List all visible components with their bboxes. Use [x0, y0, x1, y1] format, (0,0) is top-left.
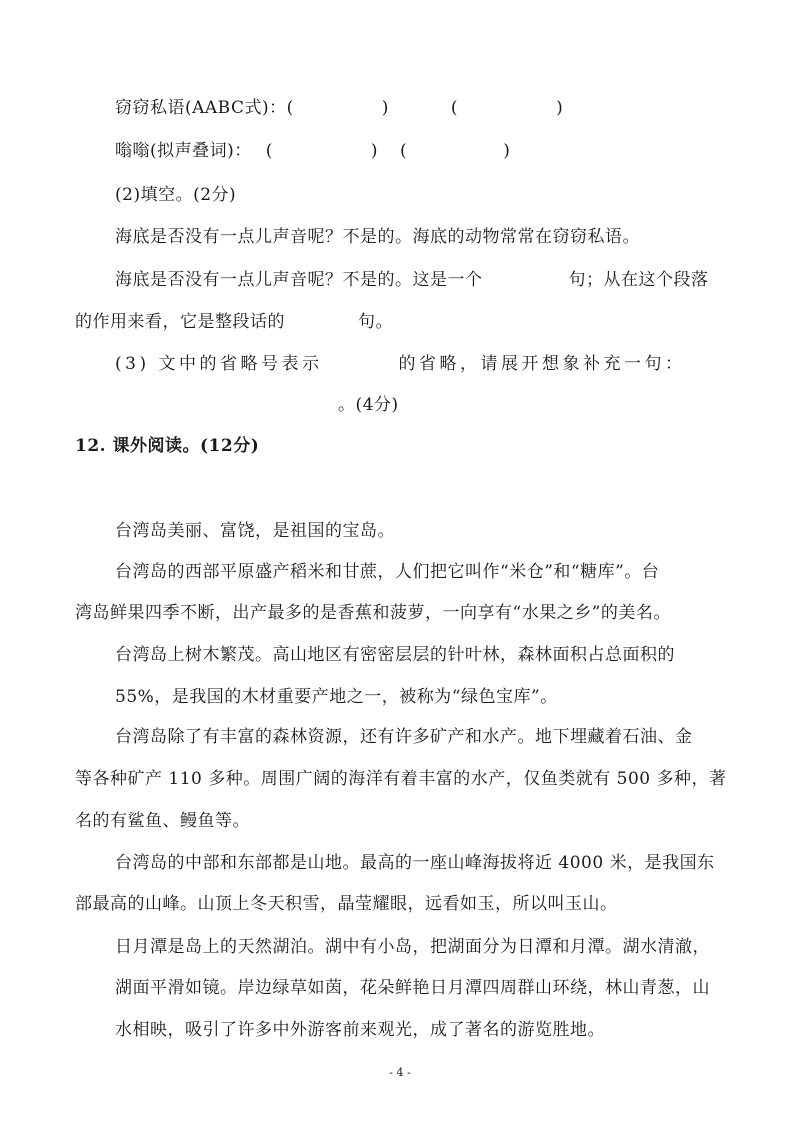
aabc-line — [115, 93, 563, 118]
fill-line-1 — [115, 265, 709, 290]
passage-p3-line1: 台湾岛上树木繁茂。高山地区有密密层层的针叶林，森林面积占总面积的 — [115, 645, 675, 665]
item3-end: 。(4分) — [338, 395, 399, 415]
fill-title: (2)填空。(2分) — [115, 185, 237, 205]
fill-text-d: 句。 — [358, 312, 393, 332]
aabc-blank-2[interactable]: ( ) — [450, 98, 564, 118]
aabc-blank-1[interactable]: ( ) — [286, 98, 389, 118]
onoma-label: 嗡嗡(拟声叠词)： — [115, 141, 252, 161]
page-number: - 4 - — [389, 1066, 411, 1079]
onoma-blank-1[interactable]: ( ) — [265, 141, 379, 161]
passage-p4-line1: 台湾岛除了有丰富的森林资源，还有许多矿产和水产。地下埋藏着石油、金 — [115, 727, 693, 747]
passage-p3-line2: 55%，是我国的木材重要产地之一，被称为“绿色宝库”。 — [115, 687, 558, 707]
item3-text-b: 的省略，请展开想象补充一句： — [398, 354, 686, 374]
fill-line-2 — [75, 307, 393, 332]
passage-p2-line1: 台湾岛的西部平原盛产稻米和甘蔗，人们把它叫作“米仓”和“糖库”。台 — [115, 562, 660, 582]
passage-p5-line2: 部最高的山峰。山顶上冬天积雪，晶莹耀眼，远看如玉，所以叫玉山。 — [75, 894, 618, 914]
fill-text-c: 的作用来看，它是整段话的 — [75, 312, 285, 332]
item3-line — [115, 349, 685, 374]
passage-p1: 台湾岛美丽、富饶，是祖国的宝岛。 — [115, 521, 395, 541]
quote-line: 海底是否没有一点儿声音呢？不是的。海底的动物常常在窃窃私语。 — [115, 227, 640, 247]
onoma-blank-2[interactable]: ( ) — [400, 141, 511, 161]
passage-p6-line2: 湖面平滑如镜。岸边绿草如茵，花朵鲜艳日月潭四周群山环绕，林山青葱，山 — [115, 978, 710, 998]
passage-p4-line2: 等各种矿产 110 多种。周围广阔的海洋有着丰富的水产，仅鱼类就有 500 多种，著 — [75, 769, 727, 789]
passage-p6-line3: 水相映，吸引了许多中外游客前来观光，成了著名的游览胜地。 — [115, 1020, 605, 1040]
aabc-label: 窃窃私语(AABC式)： — [115, 98, 287, 118]
passage-p5-line1: 台湾岛的中部和东部都是山地。最高的一座山峰海拔将近 4000 米，是我国东 — [115, 853, 715, 873]
passage-p4-line3: 名的有鲨鱼、鳗鱼等。 — [75, 811, 250, 831]
passage-p6-line1: 日月潭是岛上的天然湖泊。湖中有小岛，把湖面分为日潭和月潭。湖水清澈， — [115, 937, 710, 957]
fill-text-b: 句；从在这个段落 — [568, 270, 709, 290]
fill-text-a: 海底是否没有一点儿声音呢？不是的。这是一个 — [115, 270, 483, 290]
q12-title: 12. 课外阅读。(12分) — [75, 436, 260, 456]
item3-text-a: (3) 文中的省略号表示 — [115, 354, 323, 374]
passage-p2-line2: 湾岛鲜果四季不断，出产最多的是香蕉和菠萝，一向享有“水果之乡”的美名。 — [75, 603, 671, 623]
onoma-line — [115, 136, 510, 161]
